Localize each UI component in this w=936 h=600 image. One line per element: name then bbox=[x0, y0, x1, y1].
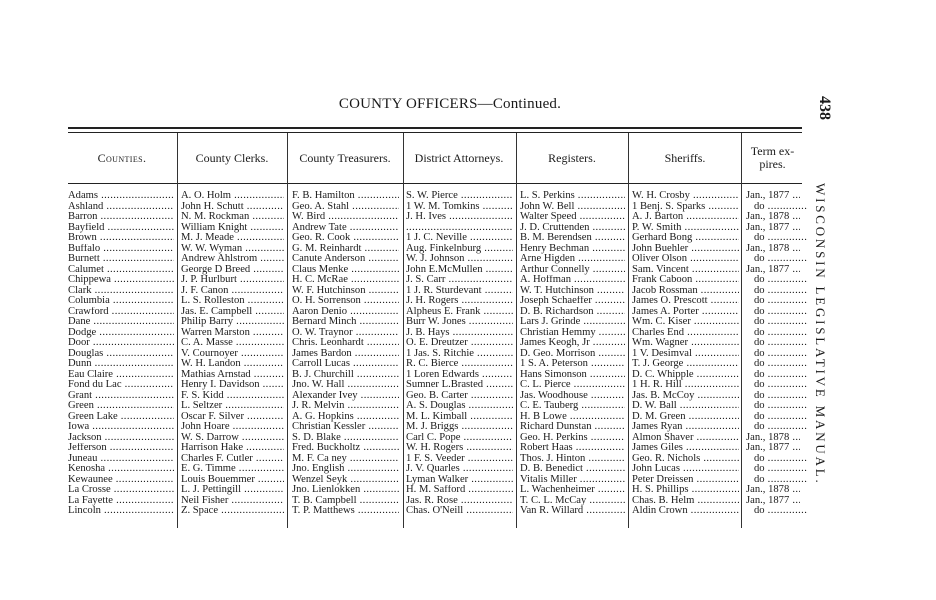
cell-county-treasurer: Geo. R. Cook ..... bbox=[292, 233, 399, 243]
cell-county-clerk: E. G. Timme ..... bbox=[181, 464, 284, 474]
cell-county-clerk: Harrison Hake ..... bbox=[181, 443, 284, 453]
cell-register: D. Geo. Morrison ..... bbox=[520, 349, 625, 359]
cell-term-expires: do ..... bbox=[746, 464, 808, 474]
cell-sheriff: Chas. B. Helm ..... bbox=[632, 496, 739, 506]
cell-term-expires: do ..... bbox=[746, 475, 808, 485]
cell-district-attorney: Jas. R. Rose ..... bbox=[406, 496, 513, 506]
cell-register: Henry Bechman ..... bbox=[520, 244, 625, 254]
cell-sheriff: 1 V. Desimval ..... bbox=[632, 349, 739, 359]
cell-sheriff: A. J. Barton ..... bbox=[632, 212, 739, 222]
cell-county-clerk: V. Cournoyer ..... bbox=[181, 349, 284, 359]
cell-county-clerk: Neil Fisher ..... bbox=[181, 496, 284, 506]
cell-district-attorney: John E.McMullen ..... bbox=[406, 265, 513, 275]
cell-county-treasurer: M. F. Ca ney ..... bbox=[292, 454, 399, 464]
cell-register: Van R. Willard ..... bbox=[520, 506, 625, 516]
cell-district-attorney: R. C. Bierce ..... bbox=[406, 359, 513, 369]
cell-register: Walter Speed ..... bbox=[520, 212, 625, 222]
top-double-rule bbox=[68, 127, 802, 129]
cell-county-treasurer: O. W. Traynor ..... bbox=[292, 328, 399, 338]
cell-register: H. B Lowe ..... bbox=[520, 412, 625, 422]
cell-term-expires: do ..... bbox=[746, 506, 808, 516]
cell-sheriff: Almon Shaver ..... bbox=[632, 433, 739, 443]
cell-term-expires: do ..... bbox=[746, 328, 808, 338]
cell-county-clerk: Philip Barry ..... bbox=[181, 317, 284, 327]
cell-register: John W. Bell ..... bbox=[520, 202, 625, 212]
cell-register: Arne Higden ..... bbox=[520, 254, 625, 264]
cell-county-clerk: L. Seltzer ..... bbox=[181, 401, 284, 411]
cell-register: Christian Hemmy ..... bbox=[520, 328, 625, 338]
cell-county-clerk: Z. Space ..... bbox=[181, 506, 284, 516]
cell-county-clerk: Mathias Arnstad ..... bbox=[181, 370, 284, 380]
cell-county-treasurer: James Bardon ..... bbox=[292, 349, 399, 359]
cell-register: D. B. Benedict ..... bbox=[520, 464, 625, 474]
cell-county-clerk: Warren Marston ..... bbox=[181, 328, 284, 338]
cell-district-attorney: M. L. Kimball ..... bbox=[406, 412, 513, 422]
cell-county: Lincoln ..... bbox=[68, 506, 174, 516]
cell-term-expires: do ..... bbox=[746, 380, 808, 390]
cell-county-clerk: W. S. Darrow ..... bbox=[181, 433, 284, 443]
cell-term-expires: do ..... bbox=[746, 412, 808, 422]
cell-county-clerk: William Knight ..... bbox=[181, 223, 284, 233]
cell-register: 1 S. A. Peterson ..... bbox=[520, 359, 625, 369]
cell-district-attorney: 1 F. S. Veeder ..... bbox=[406, 454, 513, 464]
cell-county-treasurer: Wenzel Seyk ..... bbox=[292, 475, 399, 485]
cell-term-expires: do ..... bbox=[746, 254, 808, 264]
cell-district-attorney: 1 Loren Edwards ..... bbox=[406, 370, 513, 380]
cell-county-treasurer: T. P. Matthews ..... bbox=[292, 506, 399, 516]
cell-register: Jas. Woodhouse ..... bbox=[520, 391, 625, 401]
cell-sheriff: Oliver Olson ..... bbox=[632, 254, 739, 264]
cell-county-treasurer: Jno. English ..... bbox=[292, 464, 399, 474]
cell-county-clerk: M. J. Meade ..... bbox=[181, 233, 284, 243]
cell-county-treasurer: Fred. Buckholtz ..... bbox=[292, 443, 399, 453]
cell-sheriff: James O. Prescott ..... bbox=[632, 296, 739, 306]
cell-county: Dunn ..... bbox=[68, 359, 174, 369]
cell-county-treasurer: H. C. McRae ..... bbox=[292, 275, 399, 285]
cell-register: Richard Dunstan ..... bbox=[520, 422, 625, 432]
column-divider bbox=[403, 133, 404, 528]
cell-term-expires: Jan., 1877 ..... bbox=[746, 223, 800, 233]
cell-county-clerk: Oscar F. Silver ..... bbox=[181, 412, 284, 422]
cell-term-expires: do ..... bbox=[746, 338, 808, 348]
cell-district-attorney: S. W. Pierce ..... bbox=[406, 191, 513, 201]
cell-register: Joseph Schaeffer ..... bbox=[520, 296, 625, 306]
cell-term-expires: Jan., 1878 ..... bbox=[746, 485, 800, 495]
column-divider bbox=[741, 133, 742, 528]
cell-term-expires: Jan., 1877 ..... bbox=[746, 265, 800, 275]
cell-county: La Crosse ..... bbox=[68, 485, 174, 495]
cell-register: Geo. H. Perkins ..... bbox=[520, 433, 625, 443]
page-title: COUNTY OFFICERS—Continued. bbox=[338, 96, 562, 112]
cell-county-clerk: Louis Bouemmer ..... bbox=[181, 475, 284, 485]
cell-term-expires: do ..... bbox=[746, 275, 808, 285]
cell-district-attorney: Carl C. Pope ..... bbox=[406, 433, 513, 443]
cell-county-clerk: J. P. Hurlburt ..... bbox=[181, 275, 284, 285]
cell-county-clerk: C. A. Masse ..... bbox=[181, 338, 284, 348]
cell-register: C. E. Tauberg ..... bbox=[520, 401, 625, 411]
cell-district-attorney: 1 J. C. Neville ..... bbox=[406, 233, 513, 243]
cell-county-clerk: Andrew Ahlstrom ..... bbox=[181, 254, 284, 264]
cell-sheriff: Jas. B. McCoy ..... bbox=[632, 391, 739, 401]
cell-district-attorney: W. H. Rogers ..... bbox=[406, 443, 513, 453]
header-county-treasurer: County Treasurers. bbox=[299, 150, 391, 165]
header-sheriff: Sheriffs. bbox=[664, 150, 706, 165]
cell-sheriff: 1 Benj. S. Sparks ..... bbox=[632, 202, 739, 212]
cell-sheriff: James A. Porter ..... bbox=[632, 307, 739, 317]
cell-county: Calumet ..... bbox=[68, 265, 174, 275]
header-district-attorney: District Attorneys. bbox=[414, 150, 504, 165]
cell-county-treasurer: Claus Menke ..... bbox=[292, 265, 399, 275]
cell-register: Vitalis Miller ..... bbox=[520, 475, 625, 485]
cell-county-treasurer: Canute Anderson ..... bbox=[292, 254, 399, 264]
cell-register: B. M. Berendsen ..... bbox=[520, 233, 625, 243]
cell-county-treasurer: F. B. Hamilton ..... bbox=[292, 191, 399, 201]
cell-county: Crawford ..... bbox=[68, 307, 174, 317]
cell-register: C. L. Pierce ..... bbox=[520, 380, 625, 390]
column-divider bbox=[516, 133, 517, 528]
cell-register: Lars J. Grinde ..... bbox=[520, 317, 625, 327]
cell-sheriff: Wm. C. Kiser ..... bbox=[632, 317, 739, 327]
cell-sheriff: James Ryan ..... bbox=[632, 422, 739, 432]
cell-county-clerk: Jas. E. Campbell ..... bbox=[181, 307, 284, 317]
cell-term-expires: do ..... bbox=[746, 202, 808, 212]
cell-county-clerk: L. J. Pettingill ..... bbox=[181, 485, 284, 495]
cell-district-attorney: Burr W. Jones ..... bbox=[406, 317, 513, 327]
cell-sheriff: Geo. R. Nichols ..... bbox=[632, 454, 739, 464]
column-divider bbox=[628, 133, 629, 528]
cell-register: T. C. L. McCay ..... bbox=[520, 496, 625, 506]
cell-county-clerk: Henry I. Davidson ..... bbox=[181, 380, 284, 390]
cell-county-treasurer: J. R. Melvin ..... bbox=[292, 401, 399, 411]
cell-register: A. Hoffman ..... bbox=[520, 275, 625, 285]
cell-county-clerk: W. H. Landon ..... bbox=[181, 359, 284, 369]
cell-district-attorney: J. H. Rogers ..... bbox=[406, 296, 513, 306]
cell-sheriff: Aldin Crown ..... bbox=[632, 506, 739, 516]
cell-district-attorney: Sumner L.Brasted ..... bbox=[406, 380, 513, 390]
cell-county: Green Lake ..... bbox=[68, 412, 174, 422]
cell-county-clerk: J. F. Canon ..... bbox=[181, 286, 284, 296]
cell-term-expires: do ..... bbox=[746, 317, 808, 327]
header-county: Counties. bbox=[97, 150, 147, 165]
cell-register: W. T. Hutchinson ..... bbox=[520, 286, 625, 296]
cell-county: Green ..... bbox=[68, 401, 174, 411]
cell-county: Chippewa ..... bbox=[68, 275, 174, 285]
cell-sheriff: H. S. Phillips ..... bbox=[632, 485, 739, 495]
cell-county-treasurer: Christian Kessler ..... bbox=[292, 422, 399, 432]
cell-term-expires: do ..... bbox=[746, 307, 808, 317]
cell-sheriff: Frank Caboon ..... bbox=[632, 275, 739, 285]
cell-term-expires: Jan., 1878 ..... bbox=[746, 212, 800, 222]
cell-sheriff: Gerhard Bong ..... bbox=[632, 233, 739, 243]
cell-county: Grant ..... bbox=[68, 391, 174, 401]
cell-sheriff: W. H. Crosby ..... bbox=[632, 191, 739, 201]
cell-term-expires: do ..... bbox=[746, 349, 808, 359]
column-divider bbox=[177, 133, 178, 528]
cell-county-treasurer: Jno. W. Hall ..... bbox=[292, 380, 399, 390]
cell-district-attorney: J. H. Ives ..... bbox=[406, 212, 513, 222]
page-number: 438 bbox=[816, 96, 833, 120]
cell-county: Iowa ..... bbox=[68, 422, 174, 432]
cell-district-attorney: M. J. Briggs ..... bbox=[406, 422, 513, 432]
cell-county: Juneau ..... bbox=[68, 454, 174, 464]
cell-district-attorney: 1 W. M. Tomkins ..... bbox=[406, 202, 513, 212]
header-term-expires: Term ex- pires. bbox=[750, 144, 795, 171]
cell-register: Thos. J. Hinton ..... bbox=[520, 454, 625, 464]
cell-district-attorney: Lyman Walker ..... bbox=[406, 475, 513, 485]
cell-county-treasurer: G. M. Reinhardt ..... bbox=[292, 244, 399, 254]
cell-county-treasurer: Geo. A. Stahl ..... bbox=[292, 202, 399, 212]
cell-county-treasurer: W. Bird ..... bbox=[292, 212, 399, 222]
cell-register: James Keogh, Jr ..... bbox=[520, 338, 625, 348]
cell-county-clerk: John H. Schutt ..... bbox=[181, 202, 284, 212]
cell-term-expires: Jan., 1877 ..... bbox=[746, 496, 800, 506]
cell-county-treasurer: B. J. Churchill ..... bbox=[292, 370, 399, 380]
cell-sheriff: Peter Dreissen ..... bbox=[632, 475, 739, 485]
cell-sheriff: T. J. George ..... bbox=[632, 359, 739, 369]
cell-county-clerk: W. W. Wyman ..... bbox=[181, 244, 284, 254]
cell-term-expires: do ..... bbox=[746, 454, 808, 464]
cell-county: Dodge ..... bbox=[68, 328, 174, 338]
cell-register: L. Wachenheimer ..... bbox=[520, 485, 625, 495]
cell-sheriff: P. W. Smith ..... bbox=[632, 223, 739, 233]
cell-county-treasurer: S. D. Blake ..... bbox=[292, 433, 399, 443]
cell-county-treasurer: Jno. Lienlokken ..... bbox=[292, 485, 399, 495]
cell-register: Arthur Connelly ..... bbox=[520, 265, 625, 275]
cell-county: Clark ..... bbox=[68, 286, 174, 296]
cell-register: J. D. Cruttenden ..... bbox=[520, 223, 625, 233]
cell-district-attorney: J. B. Hays ..... bbox=[406, 328, 513, 338]
cell-county: Adams ..... bbox=[68, 191, 174, 201]
cell-term-expires: do ..... bbox=[746, 370, 808, 380]
cell-county-treasurer: Carroll Lucas ..... bbox=[292, 359, 399, 369]
cell-term-expires: Jan., 1878 ..... bbox=[746, 433, 800, 443]
cell-district-attorney: A. S. Douglas ..... bbox=[406, 401, 513, 411]
cell-county-clerk: John Hoare ..... bbox=[181, 422, 284, 432]
cell-register: Robert Haas ..... bbox=[520, 443, 625, 453]
cell-county-clerk: L. S. Rolleston ..... bbox=[181, 296, 284, 306]
cell-sheriff: D. M. Green ..... bbox=[632, 412, 739, 422]
cell-sheriff: John Lucas ..... bbox=[632, 464, 739, 474]
cell-county: Eau Claire ..... bbox=[68, 370, 174, 380]
cell-district-attorney: O. E. Dreutzer ..... bbox=[406, 338, 513, 348]
cell-county-clerk: F. S. Kidd ..... bbox=[181, 391, 284, 401]
cell-register: Hans Simonson ..... bbox=[520, 370, 625, 380]
cell-county-clerk: N. M. Rockman ..... bbox=[181, 212, 284, 222]
cell-term-expires: do ..... bbox=[746, 286, 808, 296]
cell-term-expires: do ..... bbox=[746, 422, 808, 432]
cell-district-attorney: H. M. Safford ..... bbox=[406, 485, 513, 495]
cell-sheriff: James Giles ..... bbox=[632, 443, 739, 453]
cell-county-treasurer: A. G. Hopkins ..... bbox=[292, 412, 399, 422]
cell-county-clerk: Charles F. Cutler ..... bbox=[181, 454, 284, 464]
cell-sheriff: Charles End ..... bbox=[632, 328, 739, 338]
cell-term-expires: do ..... bbox=[746, 359, 808, 369]
cell-district-attorney: Geo. B. Carter ..... bbox=[406, 391, 513, 401]
cell-district-attorney: Chas. O'Neill ..... bbox=[406, 506, 513, 516]
cell-county: Ashland ..... bbox=[68, 202, 174, 212]
cell-county: Jefferson ..... bbox=[68, 443, 174, 453]
cell-county-clerk: George D Breed ..... bbox=[181, 265, 284, 275]
cell-sheriff: Wm. Wagner ..... bbox=[632, 338, 739, 348]
cell-term-expires: Jan., 1878 ..... bbox=[746, 244, 800, 254]
cell-district-attorney: 1 Jas. S. Ritchie ..... bbox=[406, 349, 513, 359]
cell-county: La Fayette ..... bbox=[68, 496, 174, 506]
cell-county: Buffalo ..... bbox=[68, 244, 174, 254]
cell-term-expires: do ..... bbox=[746, 233, 808, 243]
cell-county: Dane ..... bbox=[68, 317, 174, 327]
cell-district-attorney bbox=[406, 223, 513, 233]
cell-term-expires: Jan., 1877 ..... bbox=[746, 191, 800, 201]
cell-county: Jackson ..... bbox=[68, 433, 174, 443]
cell-county: Brown ..... bbox=[68, 233, 174, 243]
cell-sheriff: Jacob Rossman ..... bbox=[632, 286, 739, 296]
cell-county: Burnett ..... bbox=[68, 254, 174, 264]
cell-register: L. S. Perkins ..... bbox=[520, 191, 625, 201]
cell-county-treasurer: Chris. Leonhardt ..... bbox=[292, 338, 399, 348]
cell-county: Columbia ..... bbox=[68, 296, 174, 306]
cell-county-treasurer: Bernard Minch ..... bbox=[292, 317, 399, 327]
column-divider bbox=[287, 133, 288, 528]
cell-county-clerk: A. O. Holm ..... bbox=[181, 191, 284, 201]
header-county-clerk: County Clerks. bbox=[195, 150, 269, 165]
cell-sheriff: D. C. Whipple ..... bbox=[632, 370, 739, 380]
cell-district-attorney: J. S. Carr ..... bbox=[406, 275, 513, 285]
cell-county: Bayfield ..... bbox=[68, 223, 174, 233]
cell-register: D. B. Richardson ..... bbox=[520, 307, 625, 317]
cell-sheriff: John Buehler ..... bbox=[632, 244, 739, 254]
cell-county-treasurer: O. H. Sorrenson ..... bbox=[292, 296, 399, 306]
running-side-title: WISCONSIN LEGISLATIVE MANUAL. bbox=[813, 183, 828, 486]
cell-district-attorney: Aug. Finkelnburg ..... bbox=[406, 244, 513, 254]
cell-county-treasurer: Alexander Ivey ..... bbox=[292, 391, 399, 401]
cell-district-attorney: J. V. Quarles ..... bbox=[406, 464, 513, 474]
header-bottom-rule bbox=[68, 183, 802, 184]
cell-term-expires: do ..... bbox=[746, 401, 808, 411]
cell-county: Kewaunee ..... bbox=[68, 475, 174, 485]
cell-county: Door ..... bbox=[68, 338, 174, 348]
cell-district-attorney: 1 J. R. Sturdevant ..... bbox=[406, 286, 513, 296]
cell-county: Kenosha ..... bbox=[68, 464, 174, 474]
cell-sheriff: D. W. Ball ..... bbox=[632, 401, 739, 411]
cell-county-treasurer: T. B. Campbell ..... bbox=[292, 496, 399, 506]
cell-term-expires: Jan., 1877 ..... bbox=[746, 443, 800, 453]
cell-county-treasurer: Andrew Tate ..... bbox=[292, 223, 399, 233]
cell-county-treasurer: Aaron Denio ..... bbox=[292, 307, 399, 317]
cell-county: Barron ..... bbox=[68, 212, 174, 222]
cell-sheriff: 1 H. R. Hill ..... bbox=[632, 380, 739, 390]
header-register: Registers. bbox=[548, 150, 596, 165]
cell-term-expires: do ..... bbox=[746, 391, 808, 401]
cell-county: Fond du Lac ..... bbox=[68, 380, 174, 390]
cell-term-expires: do ..... bbox=[746, 296, 808, 306]
cell-sheriff: Sam. Vincent ..... bbox=[632, 265, 739, 275]
cell-district-attorney: Alpheus E. Frank ..... bbox=[406, 307, 513, 317]
cell-county-treasurer: W. F. Hutchinson ..... bbox=[292, 286, 399, 296]
cell-county: Douglas ..... bbox=[68, 349, 174, 359]
cell-district-attorney: W. J. Johnson ..... bbox=[406, 254, 513, 264]
